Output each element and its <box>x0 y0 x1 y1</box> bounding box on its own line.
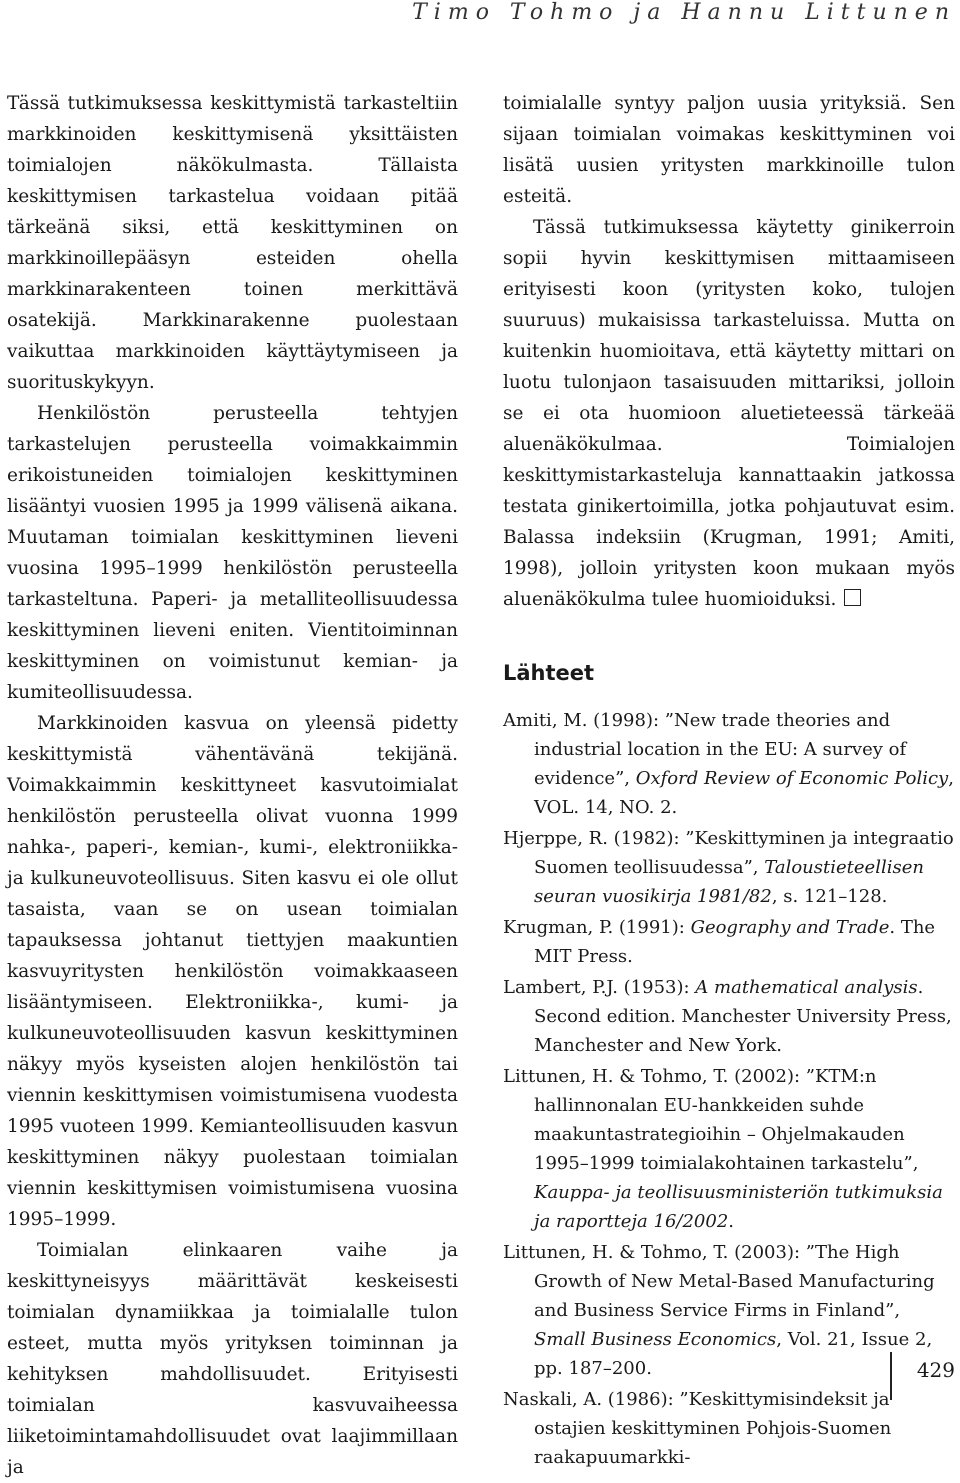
left-column <box>7 88 458 1483</box>
reference-item: Lambert, P.J. (1953): A mathematical analysis. Second edition. Manchester University Press, Manchester and New York. <box>503 977 952 1056</box>
reference-list <box>503 706 955 1472</box>
end-of-article-icon <box>844 589 861 606</box>
reference-item: Amiti, M. (1998): ”New trade theories and industrial location in the EU: A survey of evidence”, Oxford Review of Economic Policy, VOL. 14, NO. 2. <box>503 710 954 818</box>
reference-item: Littunen, H. & Tohmo, T. (2002): ”KTM:n hallinnonalan EU-hankkeiden suhde maakuntastrategioihin – Ohjelmakauden 1995–1999 toimialakohtainen tarkastelu”, Kauppa- ja teollisuusministeriön tutkimuksia ja raportteja 16/2002. <box>503 1066 943 1232</box>
references-heading: Lähteet <box>503 661 595 685</box>
body-paragraph: Markkinoiden kasvua on yleensä pidetty keskittymistä vähentävänä tekijänä. Voimakkaimmin keskittyneet kasvutoimialat henkilöstön perusteella olivat vuonna 1999 nahka-, paperi-, kemian-, kumi-, elektroniikka- ja kulkuneuvoteollisuus. Siten kasvu ei ole ollut tasaista, vaan se on usean toimialan tapauksessa johtanut tiettyjen maakuntien kasvuyritysten henkilöstön voimakkaaseen lisääntymiseen. Elektroniikka-, kumi- ja kulkuneuvoteollisuuden kasvun keskittyminen näkyy myös kyseisten alojen henkilöstön tai viennin keskittymisen voimistumisena vuodesta 1995 vuoteen 1999. Kemianteollisuuden kasvun keskittyminen näkyy puolestaan toimialan viennin keskittymisen voimistumisena vuosina 1995–1999. <box>7 713 458 1230</box>
reference-item: Naskali, A. (1986): ”Keskittymisindeksit ja ostajien keskittyminen Pohjois-Suomen raakapuumarkki- <box>503 1389 892 1468</box>
body-paragraph <box>503 212 955 615</box>
reference-item: Krugman, P. (1991): Geography and Trade. The MIT Press. <box>503 917 936 967</box>
body-paragraph: toimialalle syntyy paljon uusia yrityksiä. Sen sijaan toimialan voimakas keskittyminen voi lisätä uusien yritysten markkinoille tulon esteitä. <box>503 93 955 207</box>
reference-item: Hjerppe, R. (1982): ”Keskittyminen ja integraatio Suomen teollisuudessa”, Taloustieteellisen seuran vuosikirja 1981/82, s. 121–128. <box>503 828 954 907</box>
body-paragraph-text: Tässä tutkimuksessa käytetty ginikerroin sopii hyvin keskittymisen mittaamiseen erityisesti koon (yritysten koko, tulojen suuruus) mukaisissa tarkasteluissa. Mutta on kuitenkin huomioitava, että käytetty mittari on luotu tulonjaon tasaisuuden mittariksi, jolloin se ei ota huomioon aluetieteessä tärkeää aluenäkökulmaa. Toimialojen keskittymistarkasteluja kannattaakin jatkossa testata ginikertoimilla, jotka pohjautuvat esim. Balassa indeksiin (Krugman, 1991; Amiti, 1998), jolloin yritysten koon mukaan myös aluenäkökulma tulee huomioiduksi. <box>503 217 955 610</box>
reference-item: Littunen, H. & Tohmo, T. (2003): ”The High Growth of New Metal-Based Manufacturing and Business Service Firms in Finland”, Small Business Economics, Vol. 21, Issue 2, pp. 187–200. <box>503 1242 935 1379</box>
page-number: 429 <box>916 1358 955 1382</box>
body-paragraph: Tässä tutkimuksessa keskittymistä tarkasteltiin markkinoiden keskittymisenä yksittäisten toimialojen näkökulmasta. Tällaista keskittymisen tarkastelua voidaan pitää tärkeänä siksi, että keskittyminen on markkinoillepääsyn esteiden ohella markkinarakenteen toinen merkittävä osatekijä. Markkinarakenne puolestaan vaikuttaa markkinoiden käyttäytymiseen ja suorituskykyyn. <box>7 93 458 393</box>
body-paragraph: Toimialan elinkaaren vaihe ja keskittyneisyys määrittävät keskeisesti toimialan dynamiikkaa ja toimialalle tulon esteet, mutta myös yrityksen toiminnan ja kehityksen mahdollisuudet. Erityisesti toimialan kasvuvaiheessa liiketoimintamahdollisuudet ovat laajimmillaan ja <box>7 1240 458 1478</box>
running-head: Timo Tohmo ja Hannu Littunen <box>412 0 956 25</box>
right-column <box>503 88 955 1474</box>
page-number-rule <box>890 1352 892 1400</box>
body-paragraph: Henkilöstön perusteella tehtyjen tarkastelujen perusteella voimakkaimmin erikoistuneiden toimialojen keskittyminen lisääntyi vuosien 1995 ja 1999 välisenä aikana. Muutaman toimialan keskittyminen lieveni vuosina 1995–1999 henkilöstön perusteella tarkasteltuna. Paperi- ja metalliteollisuudessa keskittyminen lieveni eniten. Vientitoiminnan keskittyminen on voimistunut kemian- ja kumiteollisuudessa. <box>7 403 458 703</box>
